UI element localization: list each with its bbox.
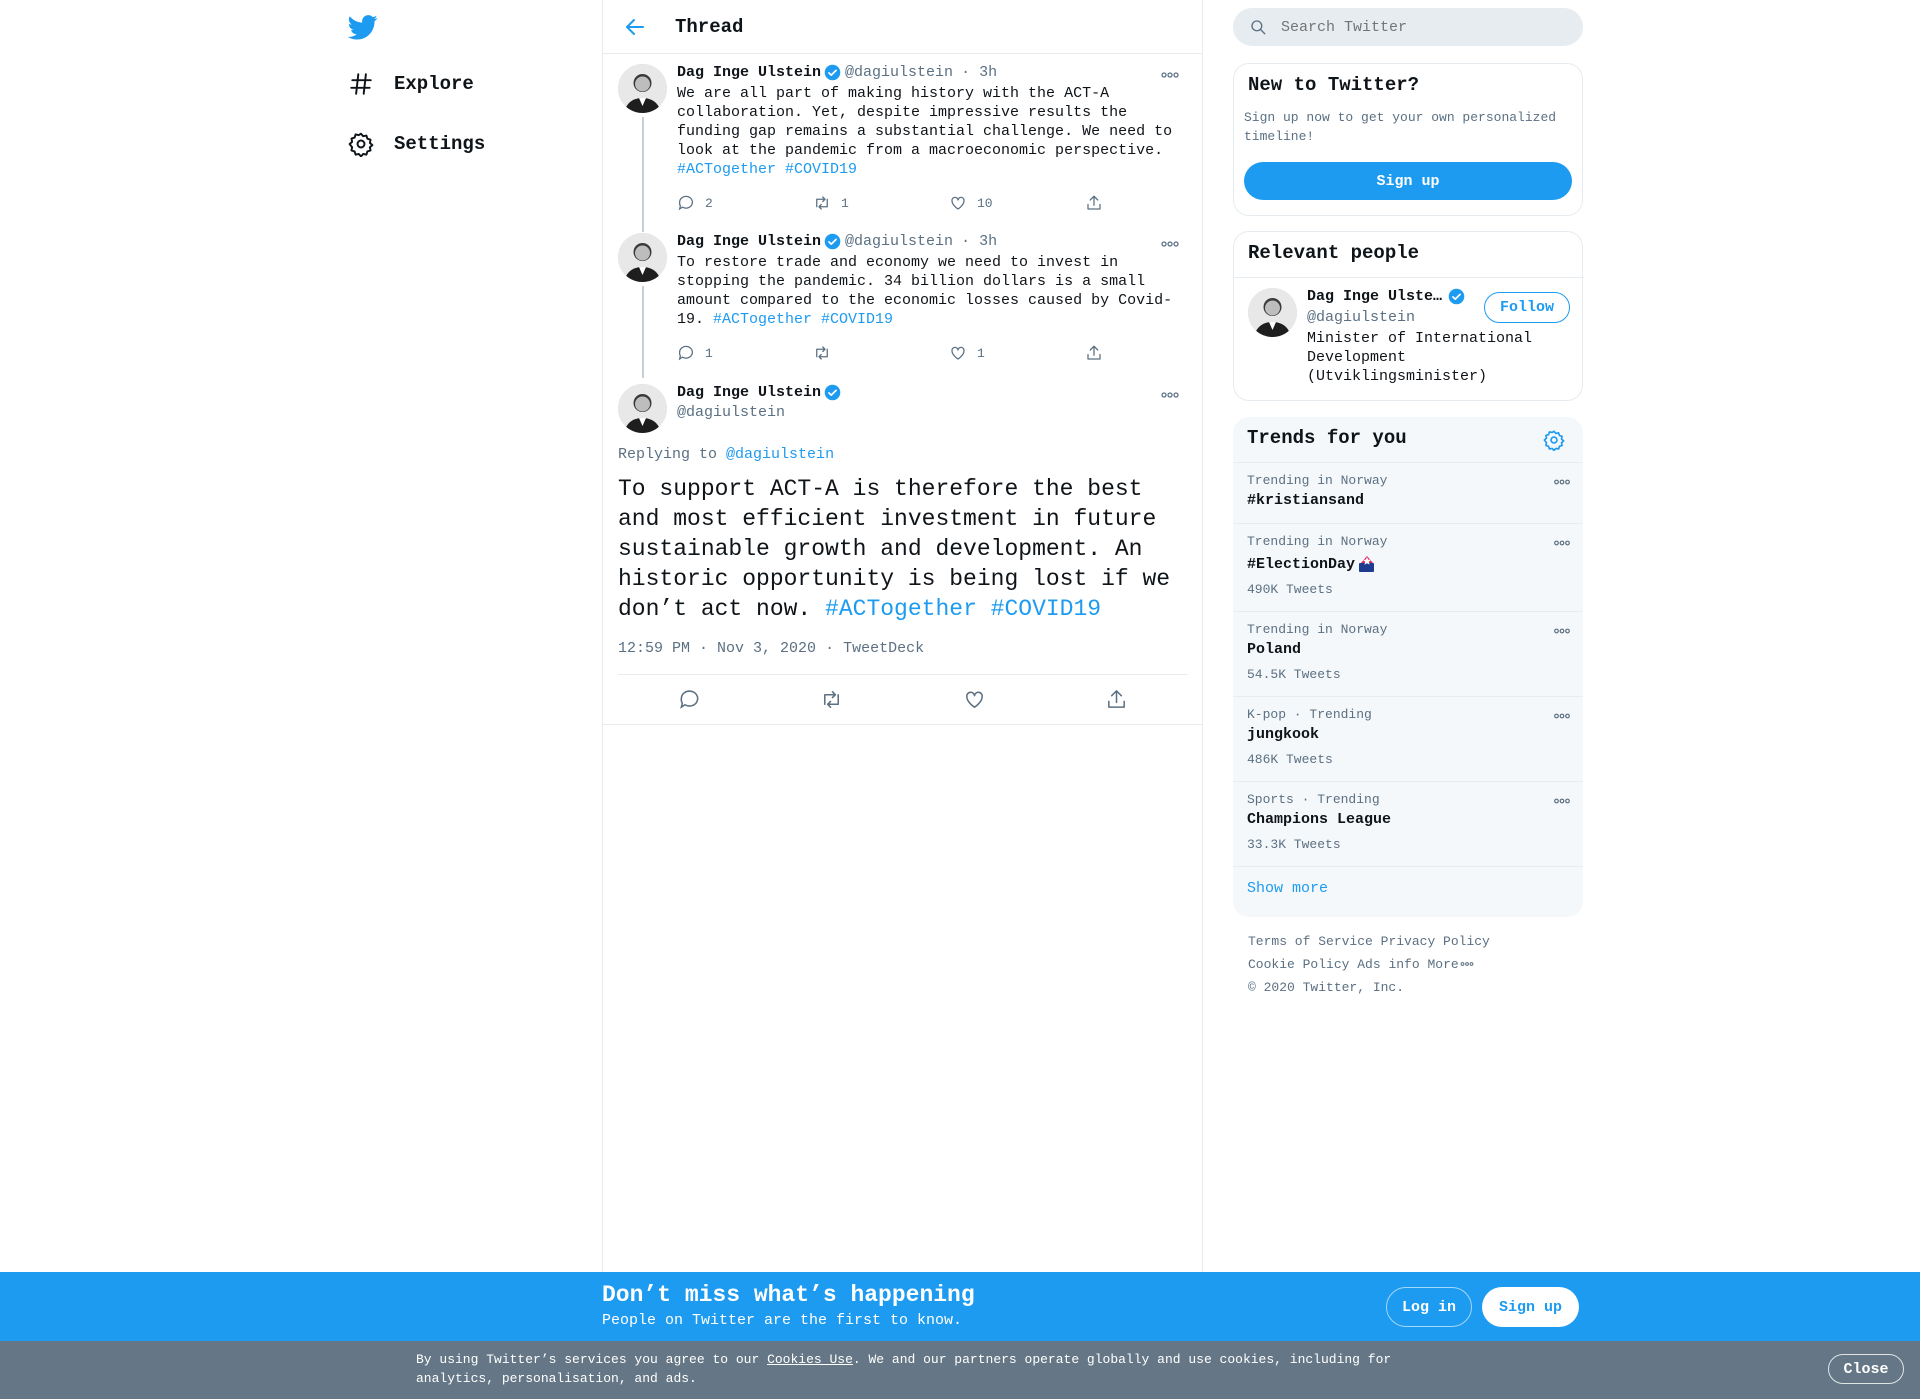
more-options-icon[interactable]	[1159, 388, 1181, 402]
author-handle[interactable]: @dagiulstein	[845, 233, 954, 250]
main-tweet-text: To support ACT-A is therefore the best and most efficient investment in future sustainable growth and development. An historic opportunity is being lost if we don’t act now. #ACTogether #COVID19	[618, 476, 1171, 622]
share-icon	[1085, 194, 1103, 212]
trend-context: K-pop · Trending	[1247, 707, 1372, 722]
follow-button[interactable]: Follow	[1484, 292, 1570, 323]
search-box[interactable]	[1233, 8, 1583, 46]
more-dots-icon	[1460, 960, 1474, 968]
nav-item-label: Explore	[394, 73, 474, 95]
tweet-hashtags[interactable]: #ACTogether #COVID19	[825, 596, 1102, 622]
avatar[interactable]	[618, 64, 667, 113]
main-tweet-actions	[618, 674, 1188, 724]
avatar[interactable]	[618, 233, 667, 282]
card-title: Trends for you	[1247, 427, 1407, 449]
sign-up-button[interactable]: Sign up	[1244, 162, 1572, 200]
close-button[interactable]: Close	[1828, 1354, 1904, 1384]
like-button[interactable]	[949, 344, 1085, 362]
nav-item-label: Settings	[394, 133, 486, 155]
tweet-source[interactable]: TweetDeck	[843, 640, 925, 657]
more-link[interactable]: More	[1427, 957, 1473, 972]
card-text: Sign up now to get your own personalized timeline!	[1244, 110, 1557, 144]
tweet-meta: 12:59 PM · Nov 3, 2020 · TweetDeck	[618, 640, 925, 657]
author-name[interactable]: Dag Inge Ulstein	[677, 64, 822, 81]
trend-context: Trending in Norway	[1247, 622, 1388, 637]
heart-icon	[949, 194, 967, 212]
avatar[interactable]	[1248, 288, 1297, 337]
share-icon	[1085, 344, 1103, 362]
thread-tweet[interactable]	[618, 64, 1189, 224]
trend-context: Trending in Norway	[1247, 534, 1388, 549]
search-input[interactable]	[1281, 19, 1561, 36]
trend-name: jungkook	[1247, 726, 1320, 743]
like-button[interactable]	[949, 194, 1085, 212]
gear-icon[interactable]	[1543, 429, 1565, 451]
author-handle[interactable]: @dagiulstein	[677, 404, 786, 421]
page-title: Thread	[675, 15, 744, 38]
trend-item[interactable]	[1233, 781, 1583, 866]
heart-icon	[949, 344, 967, 362]
trend-item[interactable]	[1233, 462, 1583, 523]
verified-badge-icon	[824, 384, 841, 401]
card-title: New to Twitter?	[1248, 74, 1420, 96]
retweet-button[interactable]	[813, 194, 949, 212]
ballot-box-emoji-icon	[1357, 555, 1377, 573]
more-options-icon[interactable]	[1553, 710, 1571, 722]
person-bio: Minister of International Development (Utviklingsminister)	[1307, 330, 1533, 385]
gear-icon	[348, 131, 374, 157]
relevant-people-card	[1233, 231, 1583, 401]
share-icon[interactable]	[1105, 688, 1128, 711]
main-tweet-header	[618, 384, 1189, 464]
hashtag-icon	[348, 71, 374, 97]
like-count: 1	[977, 345, 985, 361]
author-handle[interactable]: @dagiulstein	[845, 64, 954, 81]
tweet-hashtags[interactable]: #ACTogether #COVID19	[677, 161, 858, 178]
trend-count: 33.3K Tweets	[1247, 837, 1341, 852]
tweet-text: To restore trade and economy we need to invest in stopping the pandemic. 34 billion dollars is a small amount compared to the economic losses caused by Covid-19.	[677, 254, 1173, 328]
trend-count: 486K Tweets	[1247, 752, 1333, 767]
reply-icon[interactable]	[678, 688, 701, 711]
like-count: 10	[977, 195, 993, 211]
privacy-link[interactable]: Privacy Policy	[1380, 934, 1490, 949]
heart-icon[interactable]	[963, 688, 986, 711]
verified-badge-icon	[824, 233, 841, 250]
signup-banner	[0, 1272, 1920, 1341]
banner-title: Don’t miss what’s happening	[602, 1282, 975, 1308]
tweet-text: We are all part of making history with the ACT-A collaboration. Yet, despite impressive results the funding gap remains a substantial challenge. We need to look at the pandemic from a macroeconomic perspective.	[677, 85, 1182, 159]
person-row[interactable]	[1234, 278, 1584, 400]
trend-name: Poland	[1247, 641, 1302, 658]
tweet-time[interactable]: · 3h	[961, 233, 998, 250]
verified-badge-icon	[1448, 288, 1465, 305]
ads-info-link[interactable]: Ads info	[1357, 957, 1420, 972]
trend-name: #ElectionDay	[1247, 555, 1356, 573]
avatar[interactable]	[618, 384, 667, 433]
author-name[interactable]: Dag Inge Ulstein	[677, 233, 822, 250]
card-title: Relevant people	[1248, 242, 1420, 264]
trend-name: Champions League	[1247, 811, 1392, 828]
retweet-icon	[813, 344, 831, 362]
divider	[603, 724, 1202, 725]
back-arrow-icon[interactable]	[623, 15, 647, 39]
reply-count: 2	[705, 195, 713, 211]
replying-to-handle[interactable]: @dagiulstein	[726, 446, 835, 463]
reply-count: 1	[705, 345, 713, 361]
retweet-icon	[813, 194, 831, 212]
tweet-time[interactable]: · 3h	[961, 64, 998, 81]
more-options-icon[interactable]	[1553, 476, 1571, 488]
thread-connector	[642, 117, 644, 232]
replying-to: Replying to @dagiulstein	[618, 446, 835, 463]
terms-link[interactable]: Terms of Service	[1248, 934, 1373, 949]
more-options-icon[interactable]	[1159, 68, 1181, 82]
new-to-twitter-card	[1233, 63, 1583, 216]
trend-item[interactable]	[1233, 523, 1583, 611]
more-options-icon[interactable]	[1553, 795, 1571, 807]
tweet-timestamp[interactable]: 12:59 PM · Nov 3, 2020	[618, 640, 817, 657]
nav-item-settings[interactable]	[348, 126, 485, 162]
banner-subtitle: People on Twitter are the first to know.	[602, 1312, 963, 1329]
verified-badge-icon	[824, 64, 841, 81]
cookies-use-link[interactable]: Cookies Use	[767, 1352, 853, 1367]
copyright: © 2020 Twitter, Inc.	[1248, 980, 1405, 995]
reply-button[interactable]	[677, 344, 813, 362]
more-options-icon[interactable]	[1159, 237, 1181, 251]
footer-links	[1248, 930, 1490, 999]
nav-item-explore[interactable]	[348, 66, 474, 102]
sign-up-button[interactable]: Sign up	[1482, 1287, 1579, 1327]
show-more-row[interactable]	[1233, 866, 1583, 916]
trend-count: 490K Tweets	[1247, 582, 1333, 597]
thread-column	[602, 0, 1203, 1272]
more-options-icon[interactable]	[1553, 625, 1571, 637]
trend-item[interactable]	[1233, 696, 1583, 781]
person-handle[interactable]: @dagiulstein	[1307, 309, 1416, 326]
more-options-icon[interactable]	[1553, 537, 1571, 549]
trend-context: Trending in Norway	[1247, 473, 1388, 488]
reply-icon	[677, 194, 695, 212]
twitter-logo-icon[interactable]	[348, 12, 378, 42]
thread-connector	[642, 286, 644, 378]
reply-icon	[677, 344, 695, 362]
retweet-icon[interactable]	[820, 688, 843, 711]
share-button[interactable]	[1085, 194, 1221, 212]
retweet-count: 1	[841, 195, 849, 211]
person-name[interactable]: Dag Inge Ulste…	[1307, 288, 1443, 305]
trend-context: Sports · Trending	[1247, 792, 1380, 807]
thread-tweet[interactable]	[618, 233, 1189, 383]
retweet-button[interactable]	[813, 344, 949, 362]
tweet-hashtags[interactable]: #ACTogether #COVID19	[713, 311, 894, 328]
cookie-banner	[0, 1341, 1920, 1399]
trend-name-row	[1247, 555, 1377, 573]
search-icon	[1249, 18, 1267, 36]
cookie-policy-link[interactable]: Cookie Policy	[1248, 957, 1350, 972]
trend-name: #kristiansand	[1247, 492, 1365, 509]
trend-item[interactable]	[1233, 611, 1583, 696]
share-button[interactable]	[1085, 344, 1221, 362]
cookie-text: By using Twitter’s services you agree to our Cookies Use. We and our partners operate globally and use cookies, including for analytics, personalisation, and ads.	[416, 1352, 1392, 1386]
log-in-button[interactable]: Log in	[1386, 1287, 1472, 1327]
trend-count: 54.5K Tweets	[1247, 667, 1341, 682]
thread-header	[603, 0, 1202, 54]
reply-button[interactable]	[677, 194, 813, 212]
show-more-link[interactable]: Show more	[1247, 880, 1329, 897]
trends-card	[1233, 417, 1583, 917]
author-name[interactable]: Dag Inge Ulstein	[677, 384, 822, 401]
